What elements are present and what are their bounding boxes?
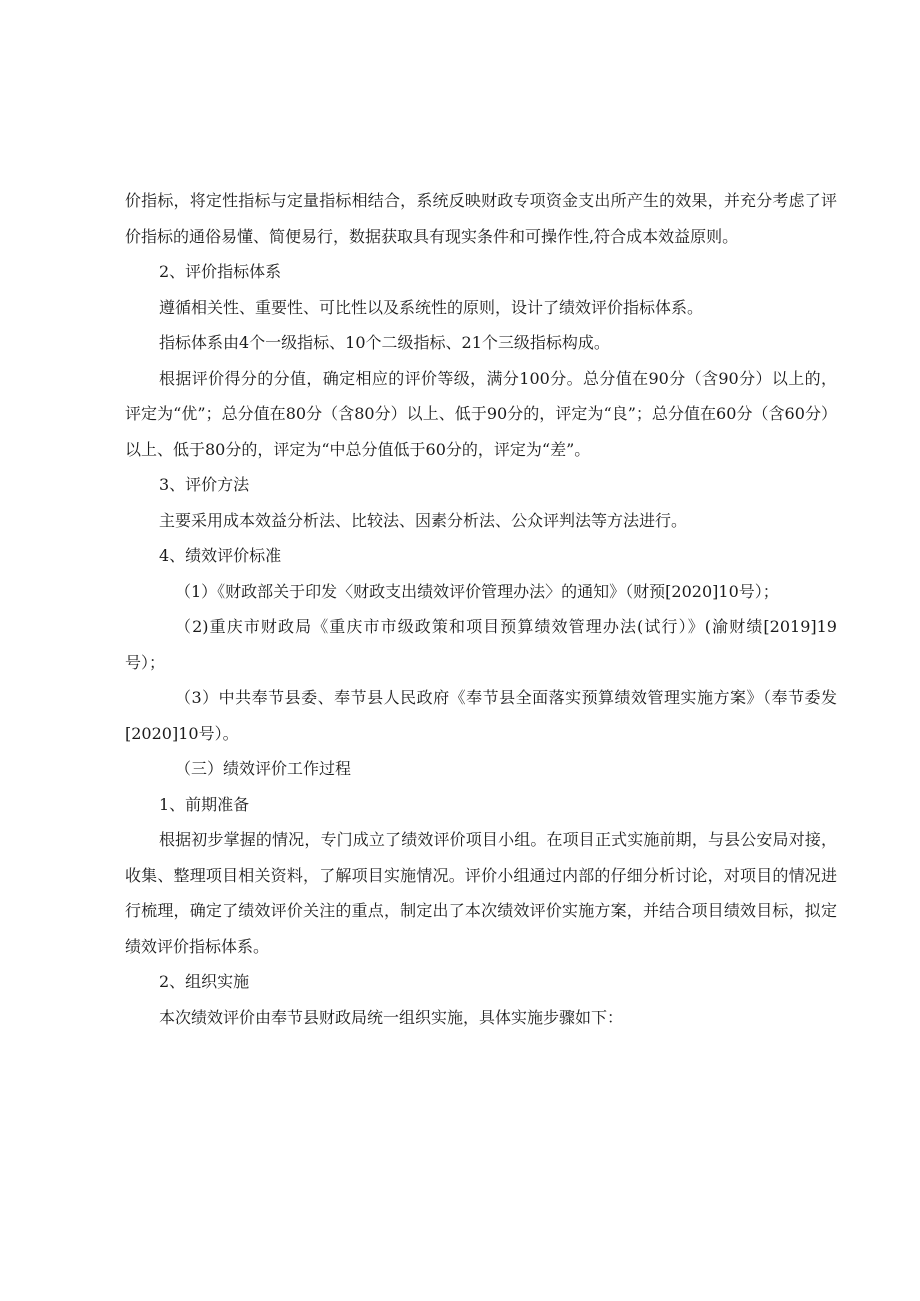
standard-item-3: （3）中共奉节县委、奉节县人民政府《奉节县全面落实预算绩效管理实施方案》（奉节委发[2020]10号）。 bbox=[125, 688, 837, 743]
heading-evaluation-standards: 4、绩效评价标准 bbox=[159, 546, 282, 565]
standard-item-1: （1）《财政部关于印发〈财政支出绩效评价管理办法〉的通知》（财预[2020]10号）； bbox=[175, 581, 779, 601]
paragraph-principles: 遵循相关性、重要性、可比性以及系统性的原则，设计了绩效评价指标体系。 bbox=[159, 297, 704, 317]
paragraph-grading: 根据评价得分的分值，确定相应的评价等级，满分100分。总分值在90分（含90分）以上的，评定为“优”；总分值在80分（含80分）以上、低于90分的，评定为“良”；总分值在60分（含60分）以上、低于80分的，评定为“中总分值低于60分的，评定为“差”。 bbox=[125, 368, 837, 459]
paragraph-implementation: 本次绩效评价由奉节县财政局统一组织实施，具体实施步骤如下： bbox=[159, 1007, 624, 1027]
paragraph-preparation: 根据初步掌握的情况，专门成立了绩效评价项目小组。在项目正式实施前期，与县公安局对接，收集、整理项目相关资料，了解项目实施情况。评价小组通过内部的仔细分析讨论，对项目的情况进行梳理，确定了绩效评价关注的重点，制定出了本次绩效评价实施方案，并结合项目绩效目标，拟定绩效评价指标体系。 bbox=[125, 830, 837, 956]
paragraph-indicator-structure: 指标体系由4个一级指标、10个二级指标、21个三级指标构成。 bbox=[159, 333, 610, 352]
paragraph-methods: 主要采用成本效益分析法、比较法、因素分析法、公众评判法等方法进行。 bbox=[159, 510, 688, 530]
heading-indicator-system: 2、评价指标体系 bbox=[159, 262, 282, 281]
heading-preparation: 1、前期准备 bbox=[159, 794, 250, 814]
standard-item-2: （2)重庆市财政局《重庆市市级政策和项目预算绩效管理办法(试行）》(渝财绩[2019]19号）； bbox=[125, 617, 837, 672]
paragraph-continuation: 价指标，将定性指标与定量指标相结合，系统反映财政专项资金支出所产生的效果，并充分考虑了评价指标的通俗易懂、简便易行，数据获取具有现实条件和可操作性,符合成本效益原则。 bbox=[125, 191, 837, 246]
section-heading-work-process: （三）绩效评价工作过程 bbox=[175, 759, 352, 778]
heading-evaluation-method: 3、评价方法 bbox=[159, 475, 250, 494]
document-page bbox=[125, 183, 837, 1035]
heading-implementation: 2、组织实施 bbox=[159, 972, 250, 991]
